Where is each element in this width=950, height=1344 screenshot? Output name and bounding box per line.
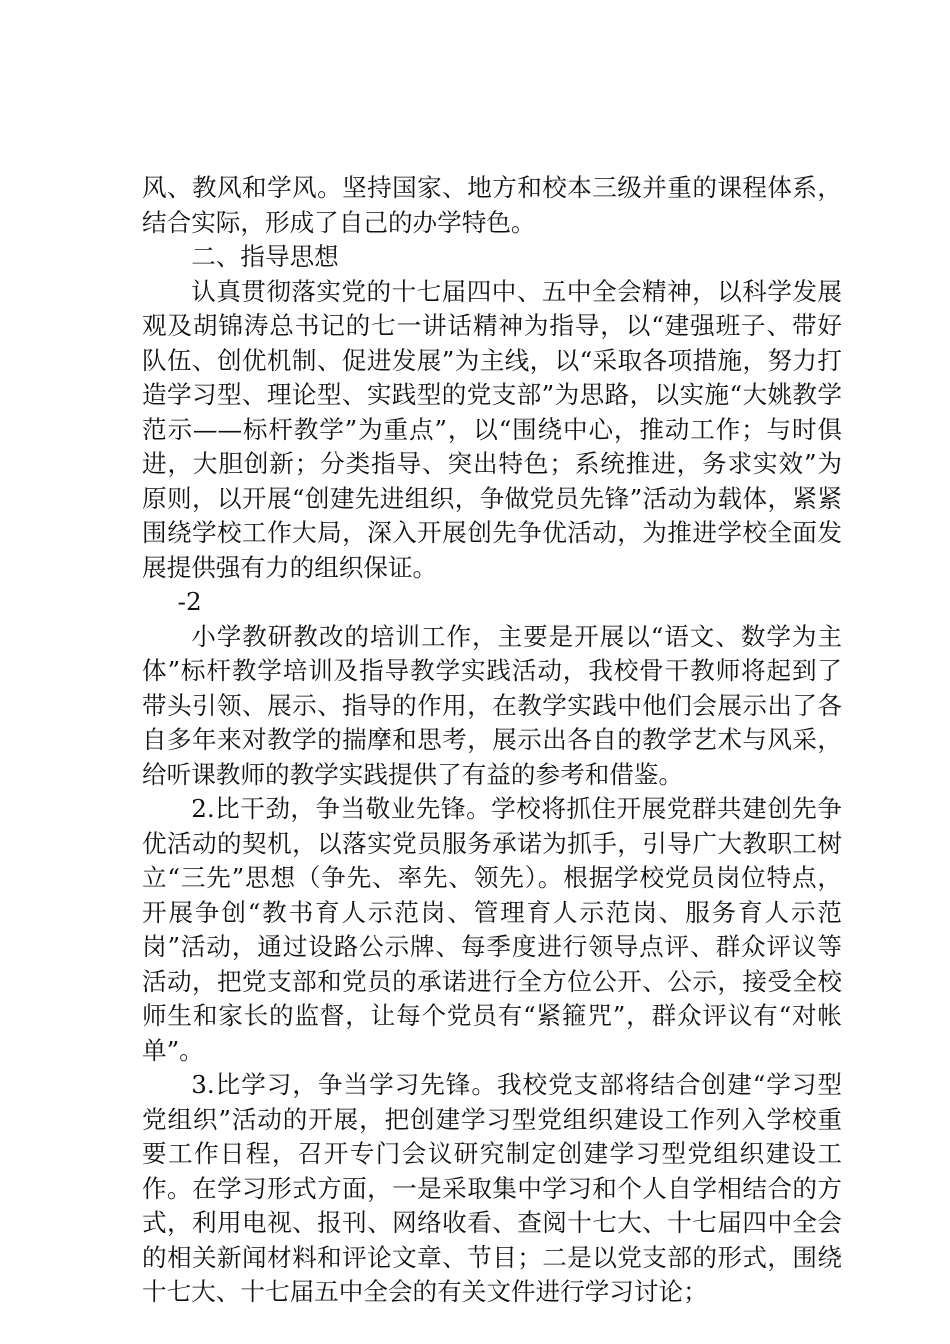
page-marker: -2 (177, 587, 202, 616)
document-page (142, 171, 842, 1310)
paragraph-guiding-ideology: 认真贯彻落实党的十七届四中、五中全会精神，以科学发展观及胡锦涛总书记的七一讲话精神为指导，以“建强班子、带好队伍、创优机制、促进发展”为主线，以“采取各项措施，努力打造学习型、理论型、实践型的党支部”为思路，以实施“大姚教学范示——标杆教学”为重点”，以“围绕中心，推动工作；与时俱进，大胆创新；分类指导、突出特色；系统推进，务求实效”为原则，以开展“创建先进组织，争做党员先锋”活动为载体，紧紧围绕学校工作大局，深入开展创先争优活动，为推进学校全面发展提供强有力的组织保证。 (142, 276, 842, 582)
paragraph-item-3-learning: 3.比学习，争当学习先锋。我校党支部将结合创建“学习型党组织”活动的开展，把创建学习型党组织建设工作列入学校重要工作日程，召开专门会议研究制定创建学习型党组织建设工作。在学习形式方面，一是采取集中学习和个人自学相结合的方式，利用电视、报刊、网络收看、查阅十七大、十七届四中全会的相关新闻材料和评论文章、节目；二是以党支部的形式，围绕十七大、十七届五中全会的有关文件进行学习讨论； (142, 1070, 842, 1306)
section-heading-guiding-ideology: 二、指导思想 (191, 242, 339, 271)
paragraph-item-2-dedication: 2.比干劲，争当敬业先锋。学校将抓住开展党群共建创先争优活动的契机，以落实党员服务承诺为抓手，引导广大教职工树立“三先”思想（争先、率先、领先）。根据学校党员岗位特点，开展争创“教书育人示范岗、管理育人示范岗、服务育人示范岗”活动，通过设路公示牌、每季度进行领导点评、群众评议等活动，把党支部和党员的承诺进行全方位公开、公示，接受全校师生和家长的监督，让每个党员有“紧箍咒”，群众评议有“对帐单”。 (142, 794, 842, 1065)
paragraph-intro-continuation: 风、教风和学风。坚持国家、地方和校本三级并重的课程体系，结合实际，形成了自己的办学特色。 (142, 173, 842, 237)
paragraph-teaching-training: 小学教研教改的培训工作，主要是开展以“语文、数学为主体”标杆教学培训及指导教学实践活动，我校骨干教师将起到了带头引领、展示、指导的作用，在教学实践中他们会展示出了各自多年来对教学的揣摩和思考，展示出各自的教学艺术与风采，给听课教师的教学实践提供了有益的参考和借鉴。 (142, 621, 842, 789)
